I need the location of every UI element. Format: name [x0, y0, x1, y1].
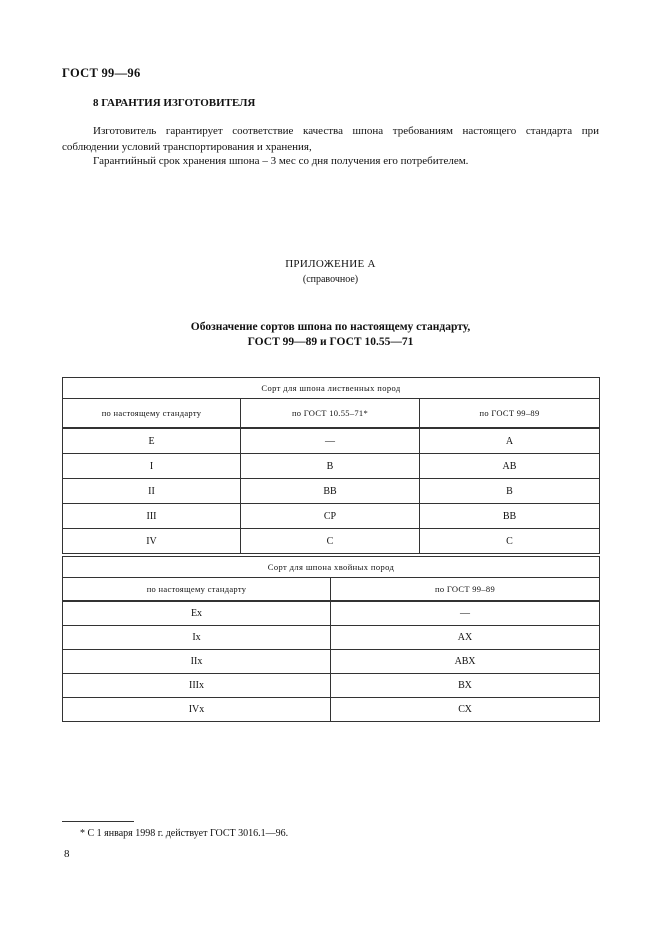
table-cell: —	[331, 601, 600, 626]
page-number: 8	[64, 848, 70, 860]
table-header-row	[63, 378, 600, 399]
hardwood-grade-table	[62, 377, 600, 554]
table-cell: ВХ	[331, 674, 600, 698]
table-cell: III	[63, 504, 241, 529]
table-cell: В	[420, 479, 600, 504]
table-cell: ВВ	[420, 504, 600, 529]
column-header: по ГОСТ 10.55–71*	[241, 399, 420, 429]
column-header: по ГОСТ 99–89	[420, 399, 600, 429]
standard-header: ГОСТ 99—96	[62, 66, 141, 80]
paragraph-guarantee: Изготовитель гарантирует соответствие качества шпона требованиям настоящего стандарта при соблюдении условий транспортирования и хранения,	[62, 125, 599, 153]
table-cell: СР	[241, 504, 420, 529]
table-cell: IVх	[63, 698, 331, 722]
table-cell: АВ	[420, 454, 600, 479]
table-caption-line2: ГОСТ 99—89 и ГОСТ 10.55—71	[247, 336, 414, 348]
appendix-title: ПРИЛОЖЕНИЕ А	[285, 258, 376, 270]
table-cell: В	[241, 454, 420, 479]
footnote: * С 1 января 1998 г. действует ГОСТ 3016.1—96.	[80, 828, 289, 839]
table-subheader-row	[63, 578, 600, 602]
conifer-grade-table	[62, 556, 600, 722]
table-caption-line1: Обозначение сортов шпона по настоящему стандарту,	[190, 321, 471, 333]
appendix-subtitle: (справочное)	[302, 274, 359, 285]
table-cell: IV	[63, 529, 241, 554]
table-header-row	[63, 557, 600, 578]
table-caption	[0, 320, 661, 350]
table-row	[63, 650, 600, 674]
column-header: по ГОСТ 99–89	[331, 578, 600, 602]
table-cell: АВХ	[331, 650, 600, 674]
table-cell: Iх	[63, 626, 331, 650]
hardwood-group-header: Сорт для шпона лиственных пород	[63, 378, 600, 399]
conifer-group-header: Сорт для шпона хвойных пород	[63, 557, 600, 578]
table-row	[63, 504, 600, 529]
table-cell: IIх	[63, 650, 331, 674]
footnote-divider	[62, 821, 134, 822]
column-header: по настоящему стандарту	[63, 399, 241, 429]
table-subheader-row	[63, 399, 600, 429]
table-cell: —	[241, 428, 420, 454]
table-cell: ВВ	[241, 479, 420, 504]
table-row	[63, 454, 600, 479]
section-title: 8 ГАРАНТИЯ ИЗГОТОВИТЕЛЯ	[93, 97, 256, 109]
table-row	[63, 428, 600, 454]
table-cell: С	[420, 529, 600, 554]
table-row	[63, 626, 600, 650]
paragraph-shelf-life: Гарантийный срок хранения шпона – 3 мес со дня получения его потребителем.	[93, 155, 469, 167]
table-row	[63, 698, 600, 722]
table-cell: А	[420, 428, 600, 454]
table-row	[63, 529, 600, 554]
table-row	[63, 601, 600, 626]
column-header: по настоящему стандарту	[63, 578, 331, 602]
table-cell: I	[63, 454, 241, 479]
table-cell: Е	[63, 428, 241, 454]
table-cell: Ех	[63, 601, 331, 626]
table-row	[63, 674, 600, 698]
table-cell: СХ	[331, 698, 600, 722]
table-cell: АХ	[331, 626, 600, 650]
table-cell: IIIх	[63, 674, 331, 698]
table-cell: С	[241, 529, 420, 554]
table-row	[63, 479, 600, 504]
table-cell: II	[63, 479, 241, 504]
